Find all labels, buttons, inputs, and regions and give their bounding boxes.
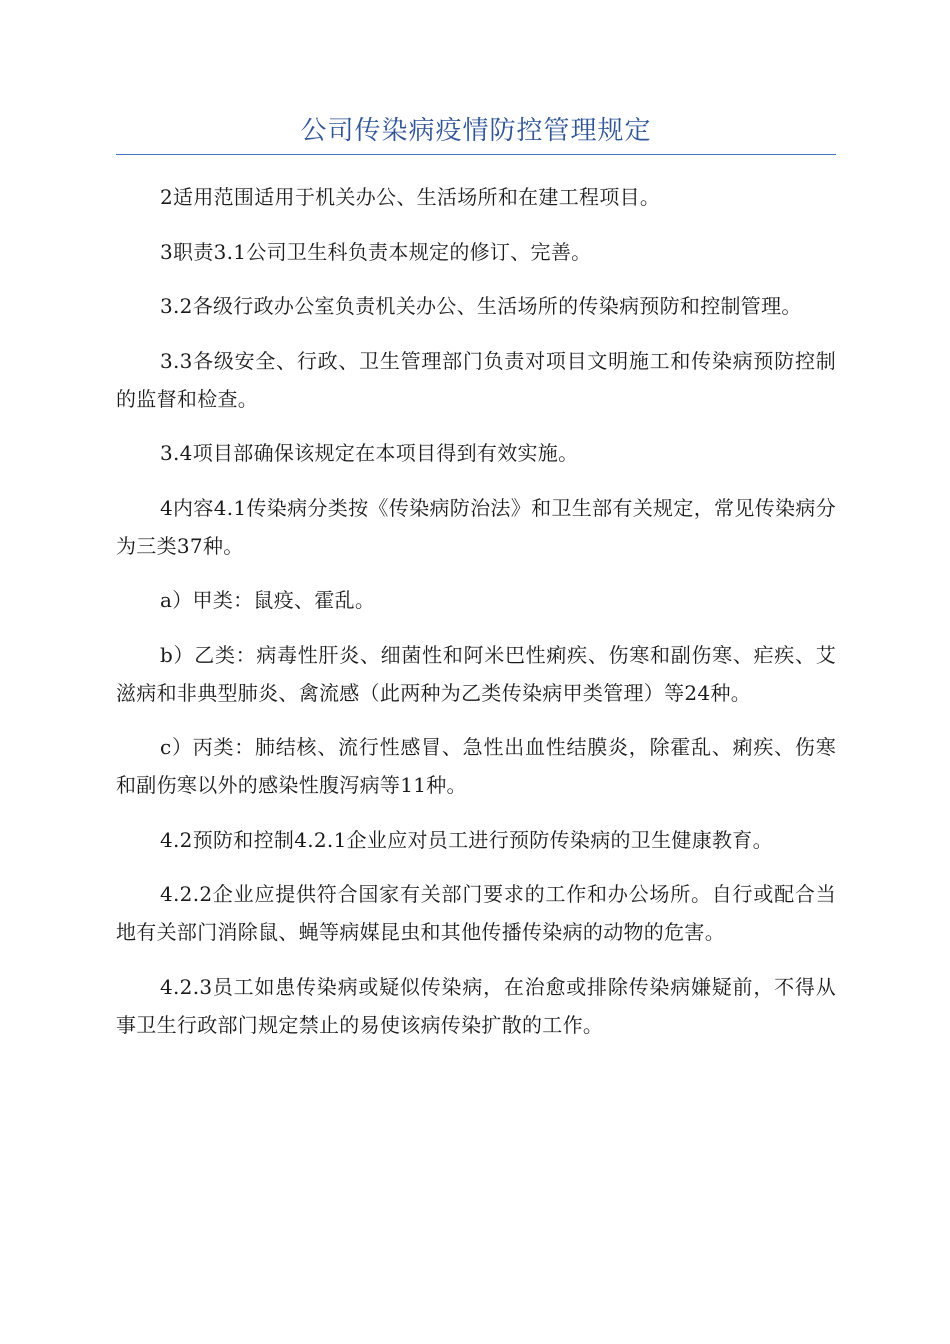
title-underline — [116, 154, 836, 155]
paragraph-class-a: a）甲类：鼠疫、霍乱。 — [160, 588, 376, 612]
paragraph-prevention-4-2-3: 4.2.3员工如患传染病或疑似传染病，在治愈或排除传染病嫌疑前，不得从事卫生行政部门规定禁止的易使该病传染扩散的工作。 — [116, 974, 836, 1037]
document-body — [116, 178, 836, 1060]
paragraph-duties-3-4: 3.4项目部确保该规定在本项目得到有效实施。 — [160, 441, 579, 465]
document-title: 公司传染病疫情防控管理规定 — [300, 116, 652, 146]
paragraph-duties-3-3: 3.3各级安全、行政、卫生管理部门负责对项目文明施工和传染病预防控制的监督和检查。 — [116, 348, 836, 411]
paragraph-class-b: b）乙类：病毒性肝炎、细菌性和阿米巴性痢疾、伤寒和副伤寒、疟疾、艾滋病和非典型肺炎、禽流感（此两种为乙类传染病甲类管理）等24种。 — [116, 642, 836, 705]
paragraph-scope: 2适用范围适用于机关办公、生活场所和在建工程项目。 — [160, 185, 661, 209]
paragraph-content-4-1: 4内容4.1传染病分类按《传染病防治法》和卫生部有关规定，常见传染病分为三类37种。 — [116, 495, 836, 558]
paragraph-duties-3-2: 3.2各级行政办公室负责机关办公、生活场所的传染病预防和控制管理。 — [160, 294, 802, 318]
paragraph-prevention-4-2-1: 4.2预防和控制4.2.1企业应对员工进行预防传染病的卫生健康教育。 — [160, 827, 773, 852]
paragraph-prevention-4-2-2: 4.2.2企业应提供符合国家有关部门要求的工作和办公场所。自行或配合当地有关部门消除鼠、蝇等病媒昆虫和其他传播传染病的动物的危害。 — [116, 882, 836, 944]
paragraph-duties-3-1: 3职责3.1公司卫生科负责本规定的修订、完善。 — [160, 239, 592, 264]
paragraph-class-c: c）丙类：肺结核、流行性感冒、急性出血性结膜炎，除霍乱、痢疾、伤寒和副伤寒以外的感染性腹泻病等11种。 — [116, 735, 836, 797]
